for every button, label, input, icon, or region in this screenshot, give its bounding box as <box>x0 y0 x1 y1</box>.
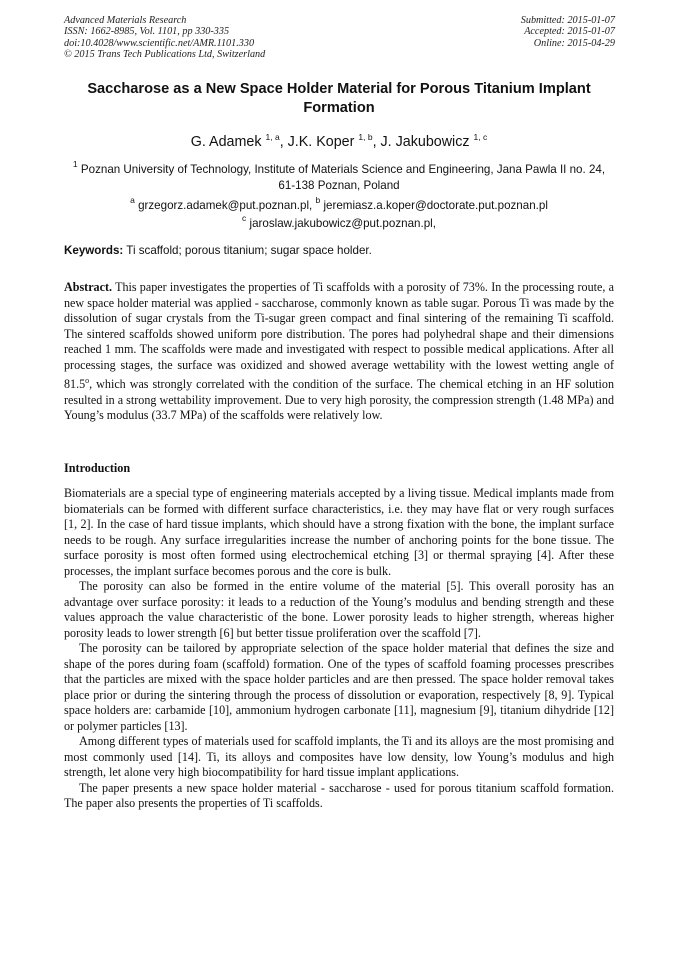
paragraph: The paper presents a new space holder material - saccharose - used for porous titanium scaffold formation. The paper also presents the properties of Ti scaffolds. <box>64 780 614 810</box>
affiliation-text: Poznan University of Technology, Institute of Materials Science and Engineering, Jana Pawla II no. 24, 61-138 Poznan, Poland <box>80 163 606 192</box>
journal-copyright: © 2015 Trans Tech Publications Ltd, Switzerland <box>64 49 266 61</box>
journal-header <box>64 15 265 61</box>
journal-name: Advanced Materials Research <box>64 15 187 26</box>
paragraph: Biomaterials are a special type of engineering materials accepted by a living tissue. Medical implants made from biomaterials can be formed with different surface characteristics, i.e. they may have flat or very rough surfaces [1, 2]. In the case of hard tissue implants, which should have a strong fixation with the bone, the implant surface needs to be rough. Any surface irregularities increase the number of anchoring points for the bone tissue. The surface porosity is most often formed using electrochemical etching [3] or thermal spraying [4]. After these processes, the implant surface becomes porous and the core is bulk. <box>64 486 614 578</box>
email-link[interactable]: jeremiasz.a.koper@doctorate.put.poznan.pl <box>323 199 548 212</box>
online-date: Online: 2015-04-29 <box>533 37 615 49</box>
email-line <box>70 194 608 212</box>
keywords-text: Ti scaffold; porous titanium; sugar space holder. <box>126 244 372 257</box>
author-name: J. Jakubowicz <box>380 134 470 150</box>
email-block <box>70 194 608 230</box>
email-line <box>70 212 608 230</box>
journal-issn: ISSN: 1662-8985, Vol. 1101, pp 330-335 <box>64 26 230 38</box>
affiliation <box>70 156 608 194</box>
affiliation-superscript: 1 <box>72 159 78 169</box>
author-list: G. Adamek $^{1, a}$, J.K. Koper $^{1, b}$, J. Jakubowicz $^{1, c}$ <box>190 132 488 150</box>
abstract <box>64 280 614 424</box>
submission-dates <box>521 15 615 49</box>
keywords-label: Keywords: <box>64 244 124 257</box>
email-superscript: a <box>130 195 135 205</box>
degree-symbol: o <box>85 376 90 385</box>
accepted-date: Accepted: 2015-01-07 <box>524 26 615 38</box>
paper-title: Saccharose as a New Space Holder Material for Porous Titanium Implant Formation <box>87 81 591 116</box>
email-link[interactable]: grzegorz.adamek@put.poznan.pl, <box>138 199 313 212</box>
abstract-text: This paper investigates the properties of Ti scaffolds with a porosity of 73%. In the processing route, a new space holder material was applied - saccharose, commonly known as table sugar. Porous Ti was made by the dissolution of sugar crystals from the Ti-sugar green compact and final sintering of the remaining Ti scaffold. The sintered scaffolds showed uniform pore distribution. The pores had polyhedral shape and their dimensions reached 1 mm. The scaffolds were made and investigated with respect to possible medical applications. After all processing stages, the surface was oxidized and showed average wettability with the lowest wetting angle of 81.5 <box>64 280 614 391</box>
submitted-date: Submitted: 2015-01-07 <box>520 15 615 26</box>
author-superscript: 1, c <box>473 132 488 142</box>
email-superscript: c <box>242 213 247 223</box>
email-superscript: b <box>315 195 321 205</box>
author-superscript: 1, a <box>265 132 280 142</box>
email-link[interactable]: jaroslaw.jakubowicz@put.poznan.pl, <box>249 217 436 230</box>
journal-doi: doi:10.4028/www.scientific.net/AMR.1101.330 <box>64 37 255 49</box>
section-heading-introduction: Introduction <box>64 461 131 475</box>
keywords <box>64 243 614 258</box>
author-name: G. Adamek <box>190 134 262 150</box>
abstract-text-end: , which was strongly correlated with the condition of the surface. The chemical etching in an HF solution resulted in a strong wettability improvement. Due to very high porosity, the compression strength (1.48 MPa) and Young’s modulus (33.7 MPa) of the scaffolds were relatively low. <box>64 377 614 422</box>
paragraph: The porosity can be tailored by appropriate selection of the space holder material that defines the size and shape of the pores during foam (scaffold) formation. One of the types of scaffold foaming processes prescribes that the particles are mixed with the space holder particles and are then pressed. The space holder removal takes place prior or during the sintering through the process of dissolution or evaporation, respectively [8, 9]. Typical space holders are: carbamide [10], ammonium hydrogen carbonate [11], magnesium [9], titanium dihydride [12] or polymer particles [13]. <box>64 641 614 733</box>
paragraph: Among different types of materials used for scaffold implants, the Ti and its alloys are the most promising and most commonly used [14]. Ti, its alloys and composites have low density, low Young’s modulus and high strength, let alone very high biocompatibility for hard tissue implant applications. <box>64 734 614 779</box>
author-superscript: 1, b <box>358 132 373 142</box>
introduction-body <box>64 486 614 812</box>
paragraph: The porosity can also be formed in the entire volume of the material [5]. This overall porosity has an advantage over surface porosity: it leads to a reduction of the Young’s modulus and bending strength and these values approach the value characteristic of the bone. Lower porosity leads to higher strength, whereas higher porosity leads to lower strength [6] but better tissue proliferation over the scaffold [7]. <box>64 579 614 640</box>
abstract-label: Abstract. <box>64 280 113 294</box>
author-name: J.K. Koper <box>287 134 355 150</box>
